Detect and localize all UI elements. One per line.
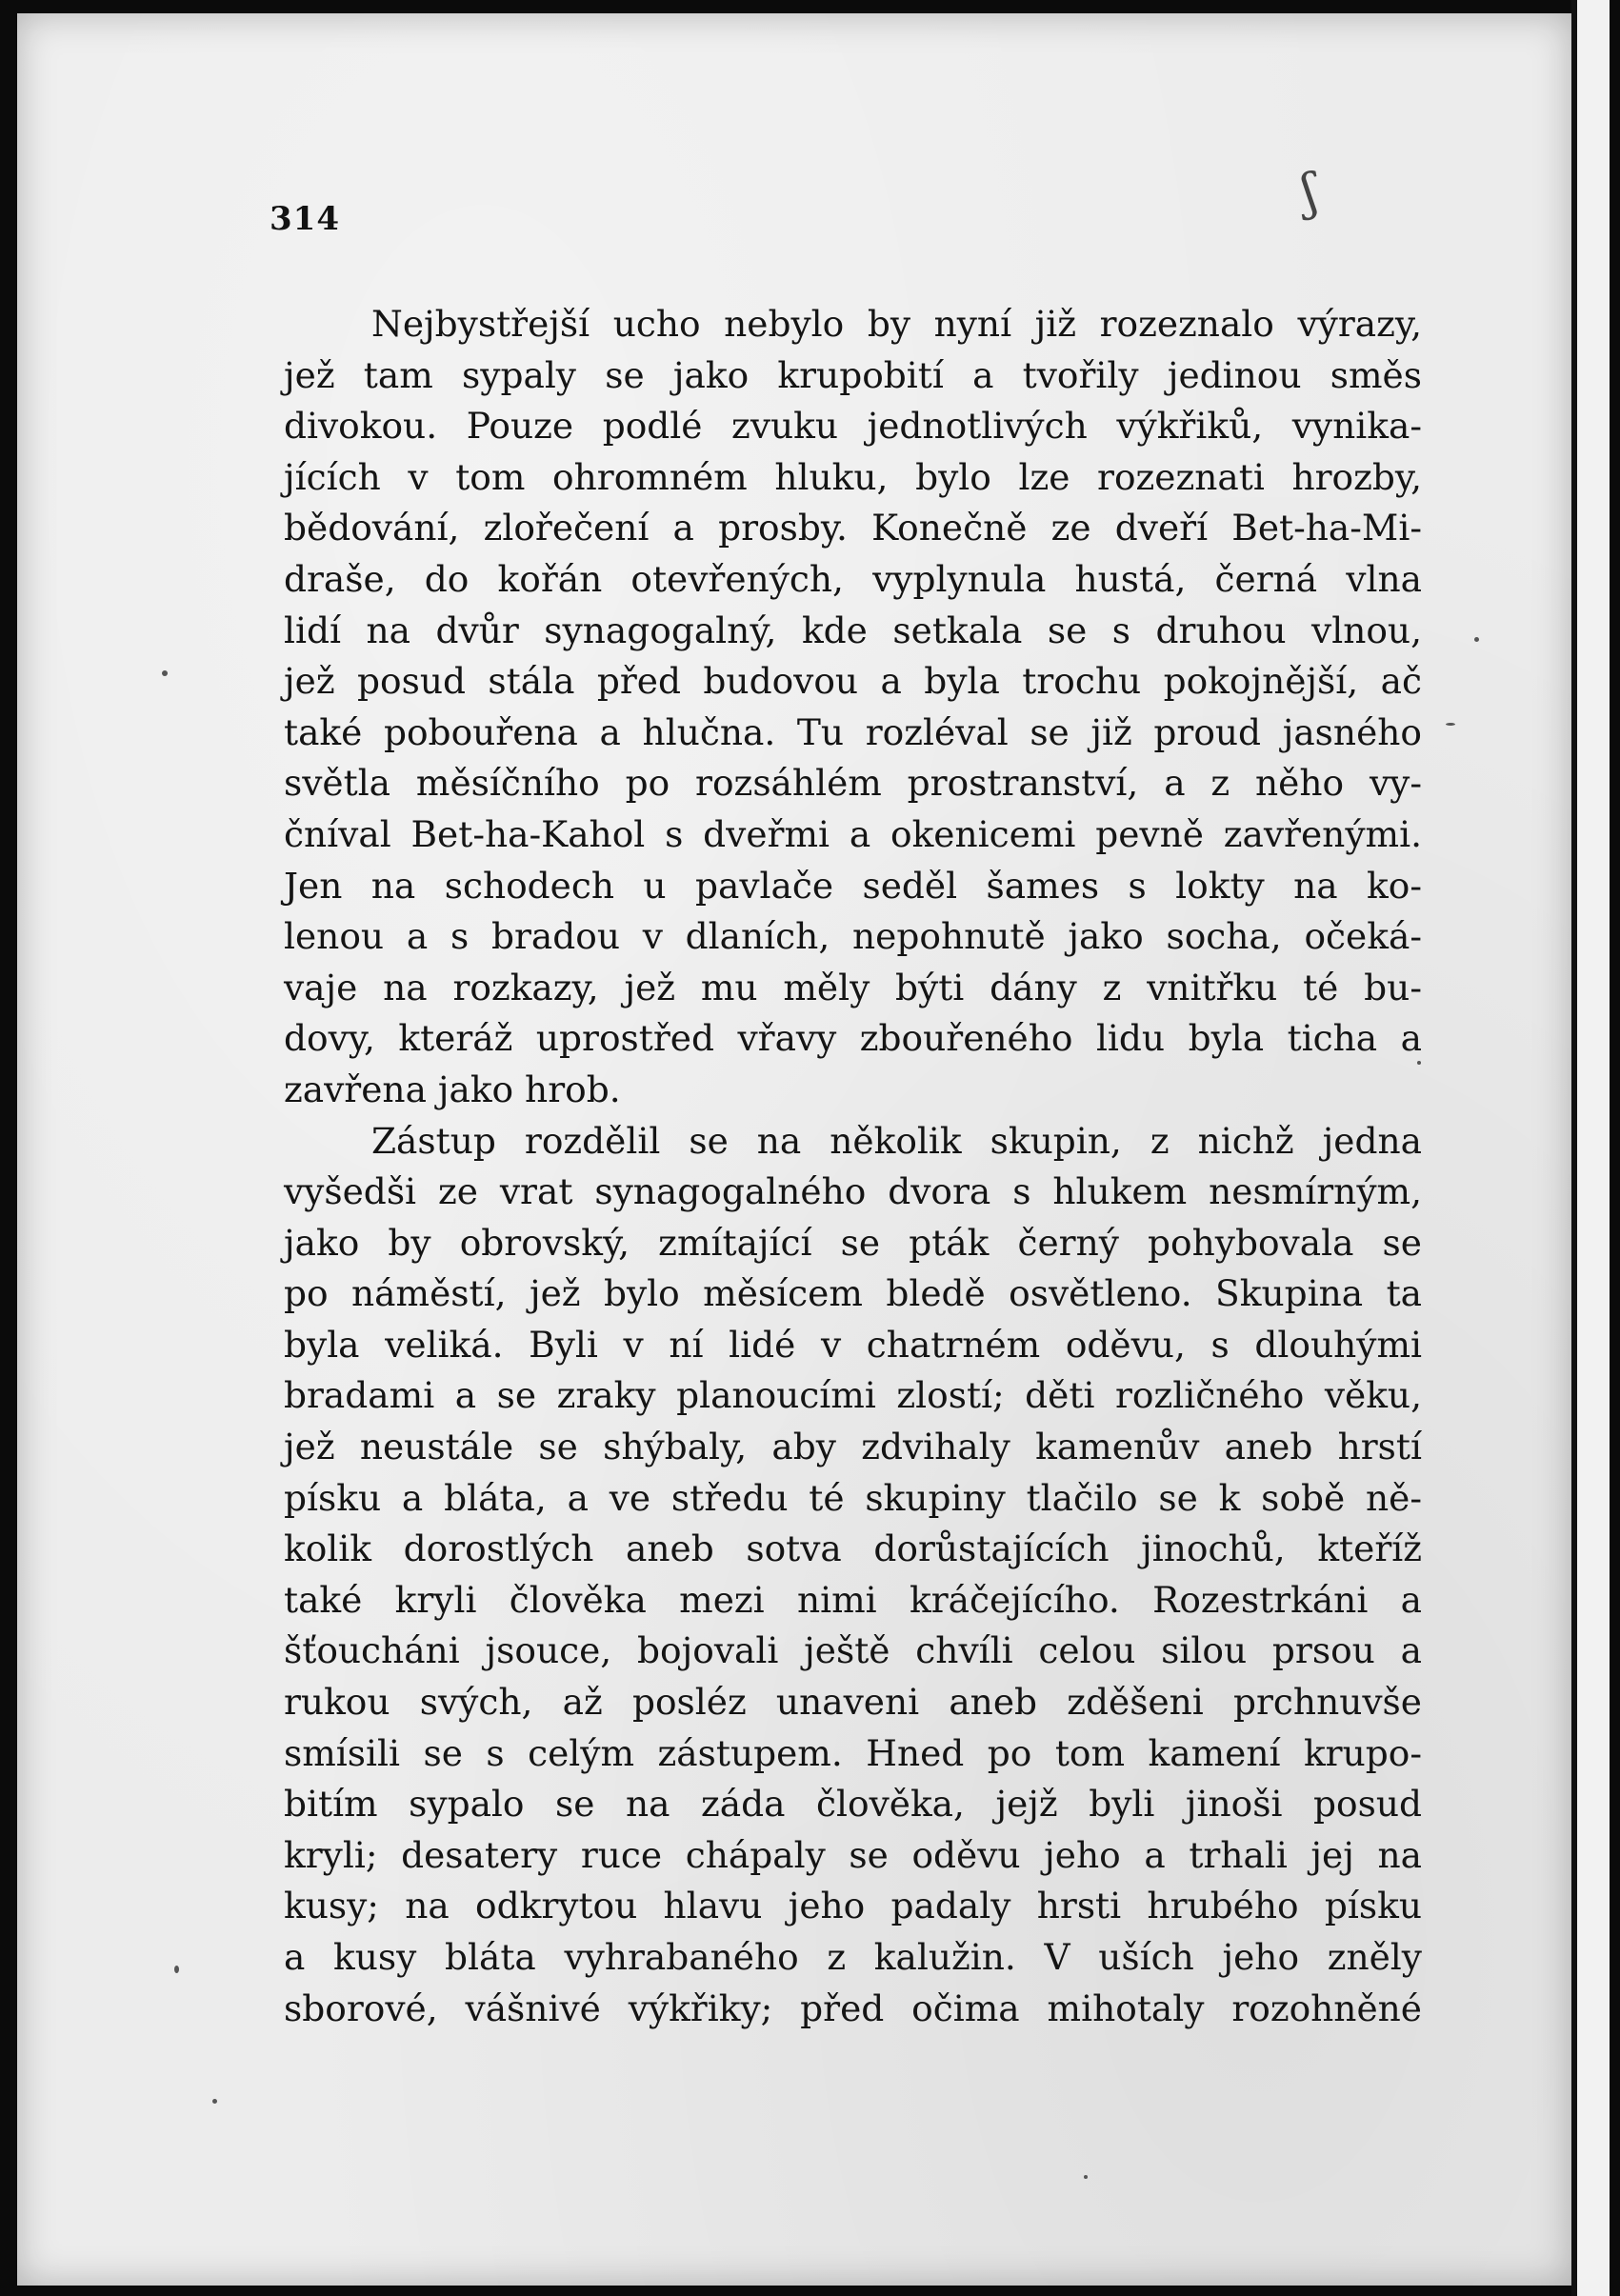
text-line: Jen na schodech u pavlače seděl šames s lokty na ko- bbox=[284, 864, 1422, 907]
text-line: také pobouřena a hlučna. Tu rozléval se již proud jasného bbox=[284, 710, 1422, 753]
text-line: jež neustále se shýbaly, aby zdvihaly kamenův aneb hrstí bbox=[284, 1426, 1422, 1468]
text-line: zavřena jako hrob. bbox=[284, 1068, 621, 1110]
text-line: divokou. Pouze podlé zvuku jednotlivých výkřiků, vynika- bbox=[284, 405, 1422, 448]
text-line: po náměstí, jež bylo měsícem bledě osvětleno. Skupina ta bbox=[284, 1272, 1422, 1315]
text-line: draše, do kořán otevřených, vyplynula hustá, černá vlna bbox=[284, 557, 1422, 600]
text-line: lidí na dvůr synagogalný, kde setkala se s druhou vlnou, bbox=[284, 609, 1422, 651]
text-line: také kryli člověka mezi nimi kráčejícího. Rozestrkáni a bbox=[284, 1578, 1422, 1621]
text-line: rukou svých, až posléz unaveni aneb zděšeni prchnuvše bbox=[284, 1681, 1422, 1724]
dust-speck bbox=[174, 1966, 179, 1973]
dust-speck bbox=[162, 670, 168, 676]
dust-speck bbox=[1474, 637, 1479, 642]
text-line: bitím sypalo se na záda člověka, jejž byli jinoši posud bbox=[284, 1783, 1422, 1826]
text-line: Zástup rozdělil se na několik skupin, z nichž jedna bbox=[371, 1119, 1422, 1162]
book-page bbox=[17, 13, 1571, 2286]
pencil-mark-icon: ʃ bbox=[1297, 163, 1322, 222]
text-line: kryli; desatery ruce chápaly se oděvu jeho a trhali jej na bbox=[284, 1833, 1422, 1876]
text-line: čníval Bet-ha-Kahol s dveřmi a okenicemi pevně zavřenými. bbox=[284, 812, 1422, 855]
dust-speck bbox=[1084, 2175, 1088, 2179]
text-line: světla měsíčního po rozsáhlém prostranství, a z něho vy- bbox=[284, 762, 1422, 805]
text-line: bradami a se zraky planoucími zlostí; děti rozličného věku, bbox=[284, 1374, 1422, 1417]
text-line: lenou a s bradou v dlaních, nepohnutě jako socha, očeká- bbox=[284, 915, 1422, 958]
text-line: písku a bláta, a ve středu té skupiny tlačilo se k sobě ně- bbox=[284, 1476, 1422, 1519]
body-text bbox=[284, 299, 1422, 2034]
text-line: a kusy bláta vyhrabaného z kalužin. V uších jeho zněly bbox=[284, 1936, 1422, 1978]
dust-speck bbox=[212, 2099, 217, 2104]
dust-speck bbox=[1417, 1061, 1421, 1065]
text-line: byla veliká. Byli v ní lidé v chatrném oděvu, s dlouhými bbox=[284, 1323, 1422, 1366]
text-line: šťoucháni jsouce, bojovali ještě chvíli celou silou prsou a bbox=[284, 1629, 1422, 1672]
scan-border bbox=[1610, 0, 1620, 2296]
text-line: jících v tom ohromném hluku, bylo lze rozeznati hrozby, bbox=[284, 455, 1422, 498]
dust-speck bbox=[1446, 723, 1455, 726]
text-line: vaje na rozkazy, jež mu měly býti dány z vnitřku té bu- bbox=[284, 966, 1422, 1008]
text-line: bědování, zlořečení a prosby. Konečně ze dveří Bet-ha-Mi- bbox=[284, 507, 1422, 549]
text-line: dovy, kteráž uprostřed vřavy zbouřeného lidu byla ticha a bbox=[284, 1017, 1422, 1060]
text-line: vyšedši ze vrat synagogalného dvora s hlukem nesmírným, bbox=[284, 1170, 1422, 1213]
text-line: sborové, vášnivé výkřiky; před očima mihotaly rozohněné bbox=[284, 1987, 1422, 2029]
text-line: Nejbystřejší ucho nebylo by nyní již rozeznalo výrazy, bbox=[371, 303, 1422, 345]
page-number: 314 bbox=[270, 200, 340, 238]
text-line: jež posud stála před budovou a byla trochu pokojnější, ač bbox=[284, 660, 1422, 703]
text-line: jako by obrovský, zmítající se pták černý pohybovala se bbox=[284, 1221, 1422, 1264]
text-line: jež tam sypaly se jako krupobití a tvořily jedinou směs bbox=[284, 353, 1422, 396]
text-line: kolik dorostlých aneb sotva dorůstajících jinochů, kteříž bbox=[284, 1527, 1422, 1570]
text-line: kusy; na odkrytou hlavu jeho padaly hrsti hrubého písku bbox=[284, 1885, 1422, 1927]
text-line: smísili se s celým zástupem. Hned po tom kamení krupo- bbox=[284, 1731, 1422, 1774]
